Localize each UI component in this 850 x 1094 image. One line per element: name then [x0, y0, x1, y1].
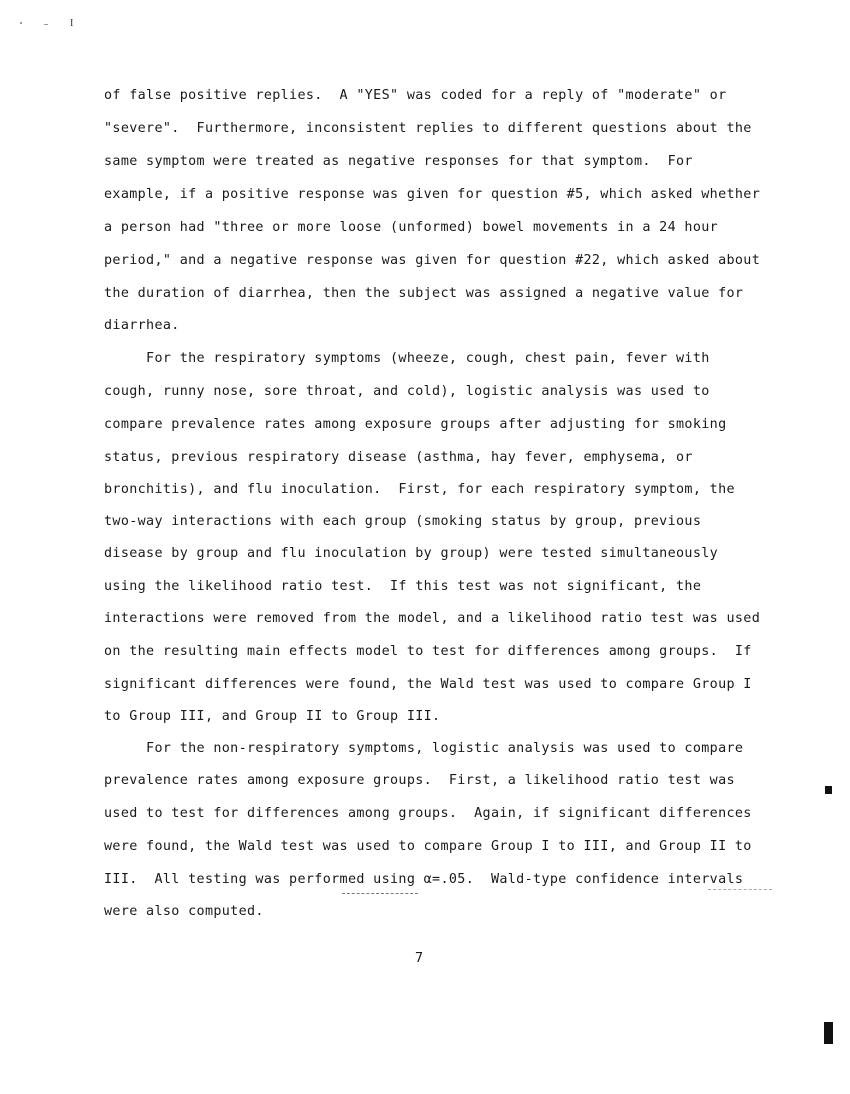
text-line: For the respiratory symptoms (wheeze, cough, chest pain, fever with	[104, 351, 710, 366]
text-line: interactions were removed from the model, and a likelihood ratio test was used	[104, 611, 761, 626]
text-line: "severe". Furthermore, inconsistent replies to different questions about the	[104, 121, 752, 136]
text-line: two-way interactions with each group (smoking status by group, previous	[104, 514, 702, 529]
page-number: 7	[415, 951, 424, 966]
text-line: bronchitis), and flu inoculation. First, for each respiratory symptom, the	[104, 482, 735, 497]
text-line: cough, runny nose, sore throat, and cold), logistic analysis was used to	[104, 384, 710, 399]
scan-underline-mark	[342, 893, 418, 895]
text-line: the duration of diarrhea, then the subject was assigned a negative value for	[104, 286, 744, 301]
text-line: prevalence rates among exposure groups. First, a likelihood ratio test was	[104, 773, 735, 788]
text-line: status, previous respiratory disease (asthma, hay fever, emphysema, or	[104, 450, 693, 465]
text-line: used to test for differences among groups. Again, if significant differences	[104, 806, 752, 821]
text-line: to Group III, and Group II to Group III.	[104, 709, 441, 724]
text-line: III. All testing was performed using α=.05. Wald-type confidence intervals	[104, 872, 744, 887]
text-line: significant differences were found, the Wald test was used to compare Group I	[104, 677, 752, 692]
text-line: diarrhea.	[104, 318, 180, 333]
scan-dash-mark	[708, 889, 772, 891]
text-line: For the non-respiratory symptoms, logistic analysis was used to compare	[104, 741, 744, 756]
text-line: a person had "three or more loose (unformed) bowel movements in a 24 hour	[104, 220, 719, 235]
margin-mark	[825, 786, 832, 794]
scan-speck	[20, 22, 22, 24]
text-line: same symptom were treated as negative responses for that symptom. For	[104, 154, 693, 169]
text-line: on the resulting main effects model to test for differences among groups. If	[104, 644, 752, 659]
text-line: period," and a negative response was given for question #22, which asked about	[104, 253, 761, 268]
text-line: were also computed.	[104, 904, 264, 919]
margin-bar	[824, 1022, 833, 1044]
text-line: example, if a positive response was given for question #5, which asked whether	[104, 187, 761, 202]
corner-mark: I	[70, 18, 74, 29]
text-line: were found, the Wald test was used to compare Group I to III, and Group II to	[104, 839, 752, 854]
text-line: using the likelihood ratio test. If this test was not significant, the	[104, 579, 702, 594]
scan-speck	[44, 24, 48, 25]
text-line: compare prevalence rates among exposure groups after adjusting for smoking	[104, 417, 727, 432]
text-line: of false positive replies. A "YES" was coded for a reply of "moderate" or	[104, 88, 727, 103]
text-line: disease by group and flu inoculation by group) were tested simultaneously	[104, 546, 719, 561]
